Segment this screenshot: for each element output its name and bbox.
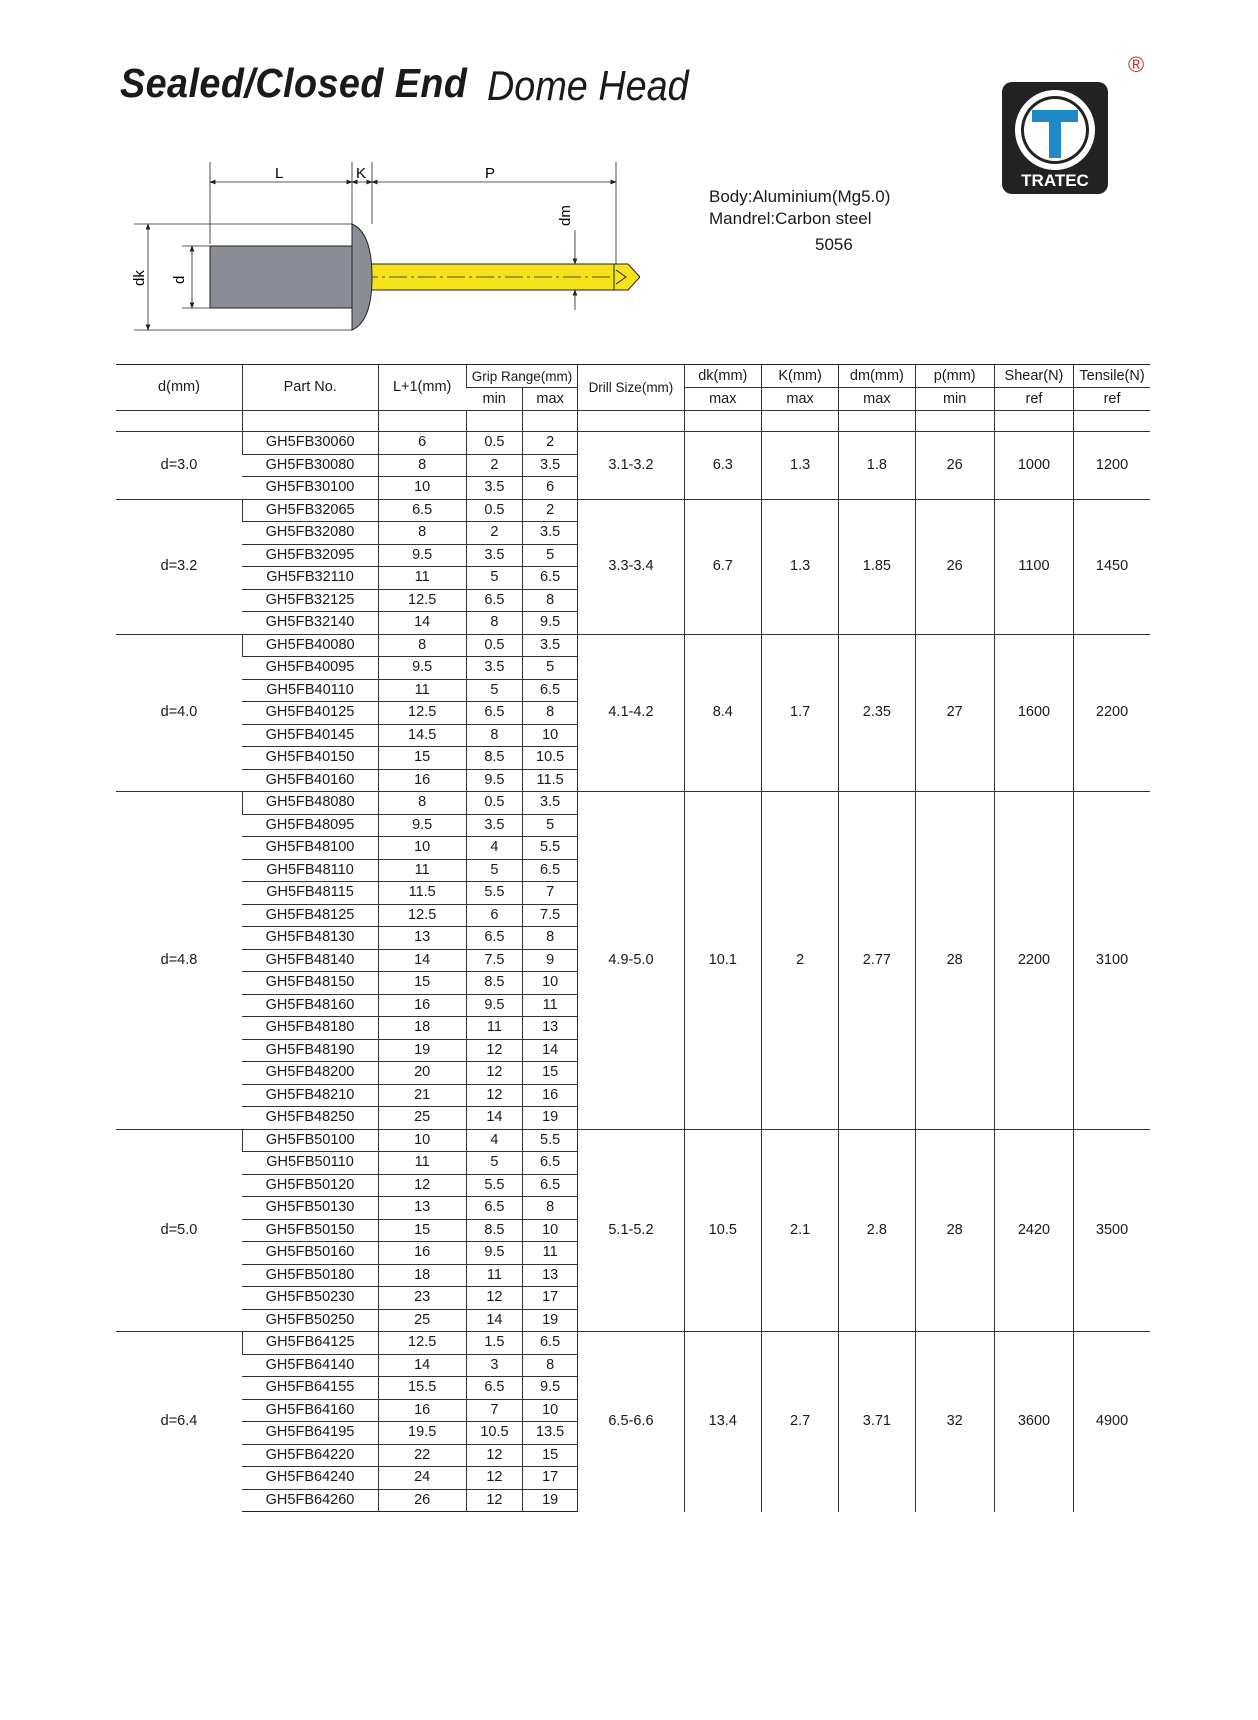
grip-min-cell: 6.5	[466, 589, 522, 612]
part-number-cell: GH5FB32125	[242, 589, 378, 612]
tensile-cell: 4900	[1074, 1332, 1150, 1512]
diameter-cell: d=3.0	[116, 432, 242, 500]
dim-label-K: K	[356, 165, 367, 182]
length-cell: 23	[378, 1287, 466, 1310]
grip-min-cell: 8	[466, 724, 522, 747]
dm-cell: 2.77	[839, 792, 915, 1130]
part-number-cell: GH5FB48125	[242, 904, 378, 927]
length-cell: 16	[378, 1242, 466, 1265]
part-number-cell: GH5FB64155	[242, 1377, 378, 1400]
header-k: K(mm)	[761, 365, 838, 388]
header-p-sub: min	[915, 388, 994, 411]
tensile-cell: 2200	[1074, 634, 1150, 792]
length-cell: 8	[378, 454, 466, 477]
length-cell: 12.5	[378, 589, 466, 612]
length-cell: 8	[378, 792, 466, 815]
grip-max-cell: 5	[523, 814, 578, 837]
diameter-cell: d=4.8	[116, 792, 242, 1130]
dm-cell: 1.8	[839, 432, 915, 500]
tensile-cell: 3100	[1074, 792, 1150, 1130]
grip-min-cell: 14	[466, 1107, 522, 1130]
logo-brand-text: TRATEC	[1021, 171, 1089, 190]
grip-min-cell: 8.5	[466, 1219, 522, 1242]
grip-min-cell: 4	[466, 1129, 522, 1152]
grip-max-cell: 8	[523, 589, 578, 612]
header-tensile: Tensile(N)	[1074, 365, 1150, 388]
grip-max-cell: 6	[523, 477, 578, 500]
length-cell: 15	[378, 1219, 466, 1242]
part-number-cell: GH5FB50150	[242, 1219, 378, 1242]
grip-max-cell: 16	[523, 1084, 578, 1107]
length-cell: 18	[378, 1264, 466, 1287]
grip-max-cell: 13	[523, 1264, 578, 1287]
part-number-cell: GH5FB30080	[242, 454, 378, 477]
dk-cell: 13.4	[684, 1332, 761, 1512]
grip-min-cell: 3.5	[466, 477, 522, 500]
length-cell: 16	[378, 1399, 466, 1422]
grip-max-cell: 10	[523, 724, 578, 747]
grip-max-cell: 3.5	[523, 634, 578, 657]
length-cell: 14	[378, 949, 466, 972]
length-cell: 14	[378, 1354, 466, 1377]
diameter-cell: d=3.2	[116, 499, 242, 634]
grip-max-cell: 6.5	[523, 679, 578, 702]
part-number-cell: GH5FB40160	[242, 769, 378, 792]
part-number-cell: GH5FB48110	[242, 859, 378, 882]
header-dm-sub: max	[839, 388, 915, 411]
part-number-cell: GH5FB48095	[242, 814, 378, 837]
grip-max-cell: 3.5	[523, 522, 578, 545]
length-cell: 13	[378, 927, 466, 950]
grip-max-cell: 10	[523, 1219, 578, 1242]
length-cell: 12.5	[378, 904, 466, 927]
header-dk-sub: max	[684, 388, 761, 411]
header-dk: dk(mm)	[684, 365, 761, 388]
part-number-cell: GH5FB30060	[242, 432, 378, 455]
grip-min-cell: 9.5	[466, 994, 522, 1017]
part-number-cell: GH5FB40145	[242, 724, 378, 747]
grip-min-cell: 6.5	[466, 927, 522, 950]
tensile-cell: 1450	[1074, 499, 1150, 634]
page-title: Sealed/Closed End	[120, 60, 468, 106]
part-number-cell: GH5FB32140	[242, 612, 378, 635]
length-cell: 19	[378, 1039, 466, 1062]
grip-max-cell: 15	[523, 1444, 578, 1467]
diameter-cell: d=4.0	[116, 634, 242, 792]
drill-size-cell: 6.5-6.6	[578, 1332, 684, 1512]
table-row	[116, 1332, 1150, 1355]
length-cell: 6	[378, 432, 466, 455]
grip-min-cell: 10.5	[466, 1422, 522, 1445]
table-row	[116, 499, 1150, 522]
header-shear: Shear(N)	[994, 365, 1073, 388]
part-number-cell: GH5FB64260	[242, 1489, 378, 1512]
header-p: p(mm)	[915, 365, 994, 388]
part-number-cell: GH5FB48250	[242, 1107, 378, 1130]
length-cell: 12.5	[378, 702, 466, 725]
dk-cell: 10.1	[684, 792, 761, 1130]
part-number-cell: GH5FB40110	[242, 679, 378, 702]
p-cell: 26	[915, 499, 994, 634]
part-number-cell: GH5FB40150	[242, 747, 378, 770]
grip-max-cell: 5	[523, 544, 578, 567]
grip-max-cell: 13	[523, 1017, 578, 1040]
p-cell: 28	[915, 792, 994, 1130]
rivet-diagram	[120, 160, 640, 340]
length-cell: 25	[378, 1309, 466, 1332]
grip-min-cell: 5.5	[466, 1174, 522, 1197]
p-cell: 28	[915, 1129, 994, 1332]
part-number-cell: GH5FB48130	[242, 927, 378, 950]
drill-size-cell: 3.3-3.4	[578, 499, 684, 634]
grip-max-cell: 11.5	[523, 769, 578, 792]
grip-min-cell: 12	[466, 1062, 522, 1085]
material-spec	[709, 186, 890, 256]
part-number-cell: GH5FB64195	[242, 1422, 378, 1445]
part-number-cell: GH5FB32080	[242, 522, 378, 545]
part-number-cell: GH5FB48150	[242, 972, 378, 995]
part-number-cell: GH5FB48080	[242, 792, 378, 815]
grip-min-cell: 5.5	[466, 882, 522, 905]
diameter-cell: d=5.0	[116, 1129, 242, 1332]
grip-min-cell: 0.5	[466, 792, 522, 815]
header-tensile-sub: ref	[1074, 388, 1150, 411]
length-cell: 12.5	[378, 1332, 466, 1355]
dk-cell: 6.7	[684, 499, 761, 634]
header-length: L+1(mm)	[378, 365, 466, 411]
length-cell: 11.5	[378, 882, 466, 905]
dk-cell: 8.4	[684, 634, 761, 792]
grip-max-cell: 8	[523, 702, 578, 725]
dim-label-dk: dk	[131, 270, 148, 286]
grip-max-cell: 9.5	[523, 1377, 578, 1400]
p-cell: 32	[915, 1332, 994, 1512]
part-number-cell: GH5FB30100	[242, 477, 378, 500]
length-cell: 6.5	[378, 499, 466, 522]
k-cell: 1.7	[761, 634, 838, 792]
grip-min-cell: 11	[466, 1264, 522, 1287]
grip-max-cell: 8	[523, 1354, 578, 1377]
part-number-cell: GH5FB48200	[242, 1062, 378, 1085]
grip-min-cell: 3.5	[466, 544, 522, 567]
grip-min-cell: 9.5	[466, 769, 522, 792]
length-cell: 13	[378, 1197, 466, 1220]
part-number-cell: GH5FB50180	[242, 1264, 378, 1287]
shear-cell: 2200	[994, 792, 1073, 1130]
table-row	[116, 1129, 1150, 1152]
part-number-cell: GH5FB48160	[242, 994, 378, 1017]
dim-label-L: L	[275, 165, 284, 182]
length-cell: 11	[378, 1152, 466, 1175]
header-d: d(mm)	[116, 365, 242, 411]
grip-min-cell: 0.5	[466, 432, 522, 455]
grip-min-cell: 1.5	[466, 1332, 522, 1355]
grip-max-cell: 17	[523, 1287, 578, 1310]
length-cell: 9.5	[378, 657, 466, 680]
table-row	[116, 634, 1150, 657]
length-cell: 10	[378, 837, 466, 860]
grip-min-cell: 7	[466, 1399, 522, 1422]
grip-max-cell: 8	[523, 927, 578, 950]
header-grip-max: max	[523, 388, 578, 411]
header-k-sub: max	[761, 388, 838, 411]
grip-max-cell: 19	[523, 1107, 578, 1130]
grip-max-cell: 14	[523, 1039, 578, 1062]
drill-size-cell: 5.1-5.2	[578, 1129, 684, 1332]
part-number-cell: GH5FB50250	[242, 1309, 378, 1332]
drill-size-cell: 4.1-4.2	[578, 634, 684, 792]
dm-cell: 1.85	[839, 499, 915, 634]
length-cell: 15	[378, 747, 466, 770]
length-cell: 8	[378, 634, 466, 657]
k-cell: 2	[761, 792, 838, 1130]
length-cell: 16	[378, 769, 466, 792]
grip-max-cell: 17	[523, 1467, 578, 1490]
body-material: Body:Aluminium(Mg5.0)	[709, 187, 891, 206]
page-subtitle: Dome Head	[487, 62, 689, 109]
grip-max-cell: 2	[523, 499, 578, 522]
dm-cell: 3.71	[839, 1332, 915, 1512]
shear-cell: 1000	[994, 432, 1073, 500]
grip-max-cell: 2	[523, 432, 578, 455]
grip-min-cell: 5	[466, 567, 522, 590]
p-cell: 26	[915, 432, 994, 500]
mandrel-material: Mandrel:Carbon steel	[709, 209, 872, 228]
part-number-cell: GH5FB32065	[242, 499, 378, 522]
grip-max-cell: 19	[523, 1309, 578, 1332]
grip-max-cell: 10	[523, 972, 578, 995]
part-number-cell: GH5FB64220	[242, 1444, 378, 1467]
part-number-cell: GH5FB64240	[242, 1467, 378, 1490]
grip-max-cell: 7	[523, 882, 578, 905]
dk-cell: 6.3	[684, 432, 761, 500]
grip-max-cell: 19	[523, 1489, 578, 1512]
header-grip-range: Grip Range(mm)	[466, 365, 577, 388]
grip-max-cell: 6.5	[523, 1174, 578, 1197]
grip-max-cell: 6.5	[523, 1152, 578, 1175]
spec-table-body	[116, 432, 1150, 1512]
k-cell: 2.7	[761, 1332, 838, 1512]
grip-min-cell: 12	[466, 1039, 522, 1062]
grip-min-cell: 2	[466, 454, 522, 477]
dk-cell: 10.5	[684, 1129, 761, 1332]
grip-max-cell: 8	[523, 1197, 578, 1220]
grip-min-cell: 12	[466, 1287, 522, 1310]
length-cell: 12	[378, 1174, 466, 1197]
part-number-cell: GH5FB50100	[242, 1129, 378, 1152]
length-cell: 10	[378, 477, 466, 500]
part-number-cell: GH5FB50230	[242, 1287, 378, 1310]
grip-min-cell: 12	[466, 1467, 522, 1490]
grip-max-cell: 9.5	[523, 612, 578, 635]
length-cell: 16	[378, 994, 466, 1017]
grip-max-cell: 6.5	[523, 1332, 578, 1355]
length-cell: 24	[378, 1467, 466, 1490]
grip-min-cell: 4	[466, 837, 522, 860]
grip-min-cell: 6.5	[466, 1377, 522, 1400]
length-cell: 11	[378, 567, 466, 590]
grip-min-cell: 3.5	[466, 657, 522, 680]
grip-max-cell: 5.5	[523, 837, 578, 860]
length-cell: 19.5	[378, 1422, 466, 1445]
k-cell: 1.3	[761, 432, 838, 500]
header-part-no: Part No.	[242, 365, 378, 411]
part-number-cell: GH5FB64140	[242, 1354, 378, 1377]
part-number-cell: GH5FB48115	[242, 882, 378, 905]
diameter-cell: d=6.4	[116, 1332, 242, 1512]
grip-max-cell: 3.5	[523, 454, 578, 477]
grip-min-cell: 3.5	[466, 814, 522, 837]
tensile-cell: 1200	[1074, 432, 1150, 500]
grip-min-cell: 8.5	[466, 747, 522, 770]
dim-label-P: P	[485, 165, 496, 182]
grip-min-cell: 12	[466, 1084, 522, 1107]
grip-min-cell: 14	[466, 1309, 522, 1332]
length-cell: 18	[378, 1017, 466, 1040]
grip-min-cell: 3	[466, 1354, 522, 1377]
part-number-cell: GH5FB48180	[242, 1017, 378, 1040]
k-cell: 1.3	[761, 499, 838, 634]
grip-min-cell: 0.5	[466, 634, 522, 657]
grip-min-cell: 0.5	[466, 499, 522, 522]
length-cell: 25	[378, 1107, 466, 1130]
grip-max-cell: 10	[523, 1399, 578, 1422]
header-drill-size: Drill Size(mm)	[578, 365, 684, 411]
part-number-cell: GH5FB48210	[242, 1084, 378, 1107]
grip-max-cell: 5	[523, 657, 578, 680]
length-cell: 15	[378, 972, 466, 995]
grip-min-cell: 6	[466, 904, 522, 927]
shear-cell: 1600	[994, 634, 1073, 792]
table-row	[116, 792, 1150, 815]
dim-label-dm: dm	[557, 205, 574, 226]
part-number-cell: GH5FB48100	[242, 837, 378, 860]
grip-max-cell: 11	[523, 1242, 578, 1265]
length-cell: 11	[378, 679, 466, 702]
dm-cell: 2.35	[839, 634, 915, 792]
spec-table	[116, 364, 1150, 1512]
table-row	[116, 432, 1150, 455]
grip-min-cell: 2	[466, 522, 522, 545]
grip-max-cell: 11	[523, 994, 578, 1017]
part-number-cell: GH5FB40095	[242, 657, 378, 680]
grip-max-cell: 13.5	[523, 1422, 578, 1445]
dim-label-d: d	[171, 275, 188, 284]
header-grip-min: min	[466, 388, 522, 411]
k-cell: 2.1	[761, 1129, 838, 1332]
tensile-cell: 3500	[1074, 1129, 1150, 1332]
header-shear-sub: ref	[994, 388, 1073, 411]
length-cell: 26	[378, 1489, 466, 1512]
grip-min-cell: 8.5	[466, 972, 522, 995]
length-cell: 8	[378, 522, 466, 545]
grip-min-cell: 5	[466, 1152, 522, 1175]
grip-max-cell: 15	[523, 1062, 578, 1085]
registered-mark: ®	[1128, 52, 1145, 77]
grip-min-cell: 12	[466, 1444, 522, 1467]
grip-min-cell: 8	[466, 612, 522, 635]
dm-cell: 2.8	[839, 1129, 915, 1332]
grip-min-cell: 6.5	[466, 702, 522, 725]
part-number-cell: GH5FB64160	[242, 1399, 378, 1422]
length-cell: 11	[378, 859, 466, 882]
grip-max-cell: 10.5	[523, 747, 578, 770]
grip-min-cell: 12	[466, 1489, 522, 1512]
grip-max-cell: 6.5	[523, 859, 578, 882]
length-cell: 21	[378, 1084, 466, 1107]
part-number-cell: GH5FB32110	[242, 567, 378, 590]
length-cell: 9.5	[378, 814, 466, 837]
grip-max-cell: 5.5	[523, 1129, 578, 1152]
part-number-cell: GH5FB64125	[242, 1332, 378, 1355]
grip-min-cell: 9.5	[466, 1242, 522, 1265]
part-number-cell: GH5FB50160	[242, 1242, 378, 1265]
drill-size-cell: 4.9-5.0	[578, 792, 684, 1130]
grip-max-cell: 3.5	[523, 792, 578, 815]
length-cell: 14.5	[378, 724, 466, 747]
p-cell: 27	[915, 634, 994, 792]
drill-size-cell: 3.1-3.2	[578, 432, 684, 500]
shear-cell: 1100	[994, 499, 1073, 634]
part-number-cell: GH5FB32095	[242, 544, 378, 567]
part-number-cell: GH5FB40125	[242, 702, 378, 725]
length-cell: 20	[378, 1062, 466, 1085]
part-number-cell: GH5FB40080	[242, 634, 378, 657]
grip-min-cell: 6.5	[466, 1197, 522, 1220]
length-cell: 10	[378, 1129, 466, 1152]
tratec-logo	[1000, 70, 1120, 210]
grip-max-cell: 6.5	[523, 567, 578, 590]
grip-min-cell: 11	[466, 1017, 522, 1040]
shear-cell: 2420	[994, 1129, 1073, 1332]
header-dm: dm(mm)	[839, 365, 915, 388]
length-cell: 15.5	[378, 1377, 466, 1400]
part-number-cell: GH5FB50110	[242, 1152, 378, 1175]
grip-max-cell: 7.5	[523, 904, 578, 927]
grip-min-cell: 7.5	[466, 949, 522, 972]
part-number-cell: GH5FB50120	[242, 1174, 378, 1197]
part-number-cell: GH5FB48140	[242, 949, 378, 972]
part-number-cell: GH5FB50130	[242, 1197, 378, 1220]
part-number-cell: GH5FB48190	[242, 1039, 378, 1062]
alloy-grade: 5056	[815, 235, 853, 254]
length-cell: 14	[378, 612, 466, 635]
length-cell: 9.5	[378, 544, 466, 567]
shear-cell: 3600	[994, 1332, 1073, 1512]
grip-max-cell: 9	[523, 949, 578, 972]
grip-min-cell: 5	[466, 859, 522, 882]
length-cell: 22	[378, 1444, 466, 1467]
grip-min-cell: 5	[466, 679, 522, 702]
